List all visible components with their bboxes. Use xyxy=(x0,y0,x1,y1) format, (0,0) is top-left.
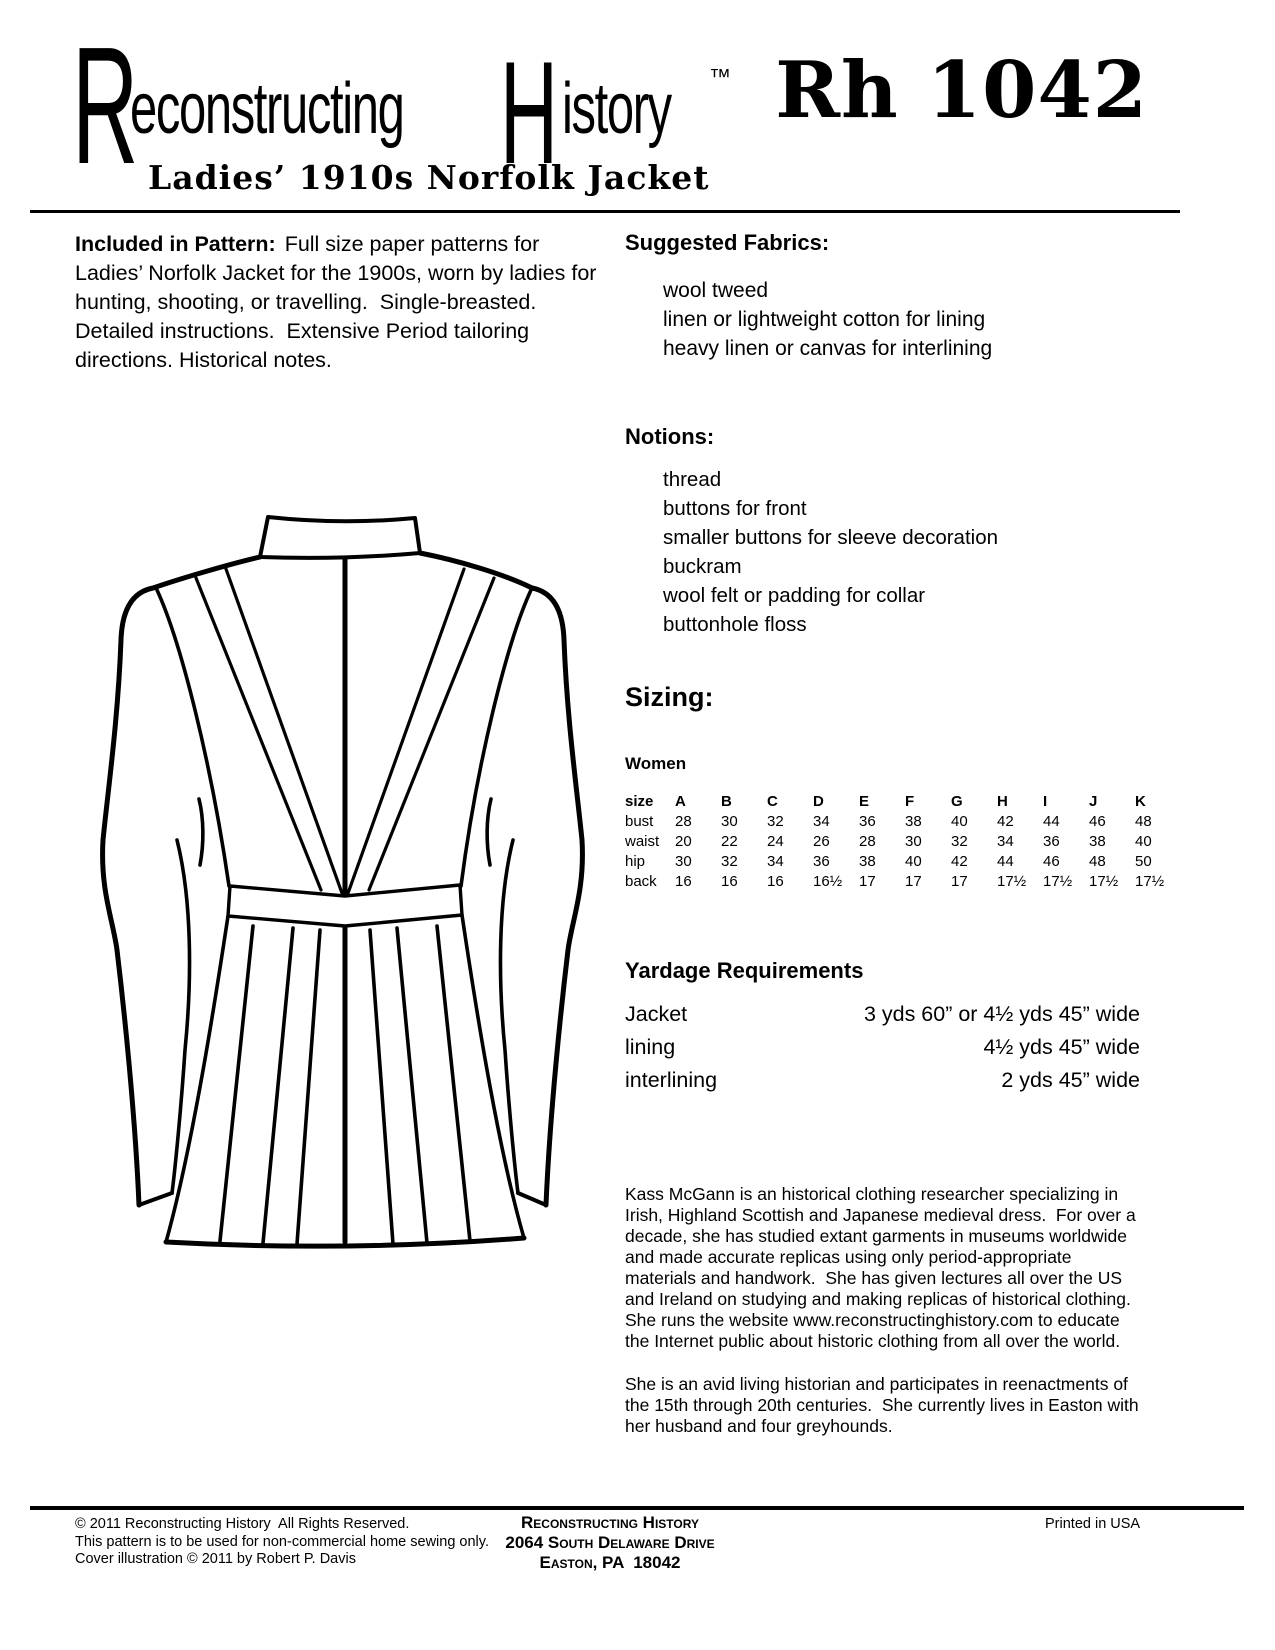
list-item: thread xyxy=(663,468,722,491)
size-row-label: bust xyxy=(625,813,654,830)
size-col-header: C xyxy=(767,793,778,810)
size-col-header: D xyxy=(813,793,824,810)
size-value: 30 xyxy=(721,813,738,830)
designer-bio xyxy=(625,1184,1143,1459)
notions-heading: Notions: xyxy=(625,424,715,449)
size-value: 48 xyxy=(1089,853,1106,870)
included-in-pattern xyxy=(75,230,603,375)
size-value: 32 xyxy=(721,853,738,870)
size-value: 26 xyxy=(813,833,830,850)
brand-word-reconstructing: econstructing xyxy=(130,68,404,150)
size-col-header: E xyxy=(859,793,870,810)
size-row-label: back xyxy=(625,873,657,890)
yardage-row xyxy=(625,1035,1140,1068)
size-value: 44 xyxy=(997,853,1014,870)
yardage-table xyxy=(625,1002,1140,1101)
copyright-line: Cover illustration © 2011 by Robert P. Davis xyxy=(75,1551,356,1567)
size-value: 48 xyxy=(1135,813,1152,830)
size-col-header: H xyxy=(997,793,1008,810)
sizing-heading: Sizing: xyxy=(625,682,714,712)
size-col-header: size xyxy=(625,793,654,810)
sizing-table-header xyxy=(625,792,1181,812)
sizing-row-bust xyxy=(625,812,1181,832)
pattern-title: Ladies’ 1910s Norfolk Jacket xyxy=(148,158,710,197)
printed-in-usa: Printed in USA xyxy=(1045,1516,1141,1532)
notions-list xyxy=(663,465,998,639)
size-value: 36 xyxy=(859,813,876,830)
sizing-row-hip xyxy=(625,852,1181,872)
brand-initial-h: H xyxy=(500,36,558,168)
sizing-row-waist xyxy=(625,832,1181,852)
size-value: 28 xyxy=(675,813,692,830)
yardage-label: lining xyxy=(625,1035,676,1059)
size-col-header: A xyxy=(675,793,686,810)
list-item: wool tweed xyxy=(663,279,769,302)
copyright-line: This pattern is to be used for non-commercial home sewing only. xyxy=(75,1533,489,1550)
jacket-back-illustration xyxy=(78,452,603,1262)
size-value: 17 xyxy=(905,873,922,890)
size-row-label: waist xyxy=(625,833,660,850)
size-value: 34 xyxy=(767,853,784,870)
size-value: 32 xyxy=(951,833,968,850)
bio-paragraph: She is an avid living historian and participates in reenactments of the 15th through 20th centuries. She currently lives in Easton with her husband and four greyhounds. xyxy=(625,1374,1144,1436)
size-value: 38 xyxy=(905,813,922,830)
size-value: 17½ xyxy=(1089,873,1119,890)
size-value: 16 xyxy=(675,873,692,890)
yardage-row xyxy=(625,1068,1140,1101)
size-value: 42 xyxy=(997,813,1014,830)
size-value: 17 xyxy=(951,873,968,890)
size-value: 24 xyxy=(767,833,784,850)
publisher-address xyxy=(460,1513,760,1573)
sizing-group-label: Women xyxy=(625,754,687,773)
size-value: 30 xyxy=(905,833,922,850)
publisher-name: Reconstructing History xyxy=(521,1513,699,1532)
size-value: 34 xyxy=(997,833,1014,850)
header-divider xyxy=(30,210,1180,213)
list-item: linen or lightweight cotton for lining xyxy=(663,308,986,331)
yardage-heading: Yardage Requirements xyxy=(625,958,864,983)
size-value: 17 xyxy=(859,873,876,890)
trademark-symbol: ™ xyxy=(709,64,731,89)
pattern-number: Rh 1042 xyxy=(775,45,1148,136)
list-item: heavy linen or canvas for interlining xyxy=(663,337,993,360)
sizing-row-back xyxy=(625,872,1181,892)
publisher-city: Easton, PA 18042 xyxy=(539,1553,681,1572)
list-item: buttonhole floss xyxy=(663,613,807,636)
list-item: buttons for front xyxy=(663,497,807,520)
size-value: 16 xyxy=(767,873,784,890)
yardage-value: 3 yds 60” or 4½ yds 45” wide xyxy=(863,1002,1140,1026)
list-item: buckram xyxy=(663,555,742,578)
size-value: 40 xyxy=(905,853,922,870)
brand-word-history: istory xyxy=(562,68,671,150)
suggested-fabrics-heading: Suggested Fabrics: xyxy=(625,230,830,255)
footer-divider xyxy=(30,1506,1244,1510)
size-value: 36 xyxy=(813,853,830,870)
list-item: wool felt or padding for collar xyxy=(663,584,926,607)
yardage-value: 4½ yds 45” wide xyxy=(983,1035,1140,1059)
brand-logo xyxy=(72,36,732,168)
size-value: 17½ xyxy=(1043,873,1073,890)
size-value: 50 xyxy=(1135,853,1152,870)
size-value: 17½ xyxy=(1135,873,1165,890)
size-value: 22 xyxy=(721,833,738,850)
size-value: 44 xyxy=(1043,813,1060,830)
publisher-street: 2064 South Delaware Drive xyxy=(505,1533,715,1552)
sizing-table xyxy=(625,792,1181,892)
size-col-header: F xyxy=(905,793,915,810)
included-text: Full size paper patterns for Ladies’ Norfolk Jacket for the 1900s, worn by ladies for hunting, shooting, or travelling. Single-breasted. Detailed instructions. Extensive Period tailoring directions. Historical notes. xyxy=(75,232,603,372)
size-col-header: J xyxy=(1089,793,1098,810)
brand-initial-r: R xyxy=(72,36,139,168)
size-col-header: K xyxy=(1135,793,1146,810)
size-value: 32 xyxy=(767,813,784,830)
size-value: 16 xyxy=(721,873,738,890)
size-value: 17½ xyxy=(997,873,1027,890)
size-value: 40 xyxy=(951,813,968,830)
size-value: 34 xyxy=(813,813,830,830)
size-col-header: B xyxy=(721,793,732,810)
size-value: 40 xyxy=(1135,833,1152,850)
size-value: 36 xyxy=(1043,833,1060,850)
included-label: Included in Pattern: xyxy=(75,232,276,256)
suggested-fabrics-list xyxy=(663,276,992,363)
size-col-header: G xyxy=(951,793,963,810)
size-value: 46 xyxy=(1089,813,1106,830)
yardage-value: 2 yds 45” wide xyxy=(1001,1068,1140,1092)
bio-paragraph: Kass McGann is an historical clothing researcher specializing in Irish, Highland Scottish and Japanese medieval dress. For over a decade, she has studied extant garments in museums worldwide and made accurate replicas using only period-appropriate materials and handwork. She has given lectures all over the US and Ireland on studying and making replicas of historical clothing. She runs the website www.reconstructinghistory.com to educate the Internet public about historic clothing from all over the world. xyxy=(625,1184,1141,1351)
stand-collar xyxy=(260,517,420,558)
size-value: 38 xyxy=(1089,833,1106,850)
copyright-line: © 2011 Reconstructing History All Rights Reserved. xyxy=(75,1516,410,1532)
size-value: 30 xyxy=(675,853,692,870)
yardage-label: Jacket xyxy=(625,1002,688,1026)
list-item: smaller buttons for sleeve decoration xyxy=(663,526,999,549)
footer-copyright xyxy=(75,1516,489,1569)
size-value: 20 xyxy=(675,833,692,850)
size-value: 28 xyxy=(859,833,876,850)
yardage-row xyxy=(625,1002,1140,1035)
size-row-label: hip xyxy=(625,853,646,870)
size-value: 16½ xyxy=(813,873,843,890)
size-value: 46 xyxy=(1043,853,1060,870)
yardage-label: interlining xyxy=(625,1068,718,1092)
size-col-header: I xyxy=(1043,793,1048,810)
size-value: 42 xyxy=(951,853,968,870)
size-value: 38 xyxy=(859,853,876,870)
